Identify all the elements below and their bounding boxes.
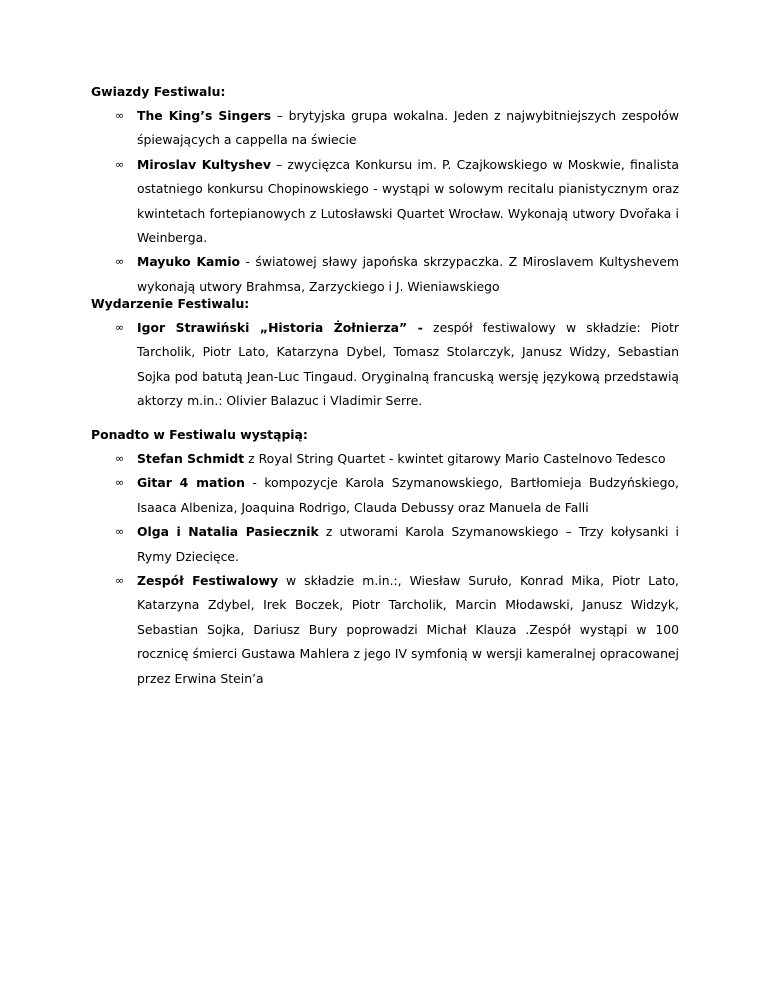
bullet-icon: ∞ <box>115 321 125 334</box>
bullet-icon: ∞ <box>115 525 125 539</box>
bullet-list <box>91 447 679 691</box>
bullet-list <box>91 316 679 414</box>
artist-name: Zespół Festiwalowy <box>137 573 279 589</box>
artist-name: The King’s Singers <box>137 108 272 123</box>
bullet-icon: ∞ <box>115 574 125 588</box>
item-description: – brytyjska grupa wokalna. Jeden z najwybitniejszych zespołów śpiewających a cappella na świecie <box>137 108 679 148</box>
bullet-list <box>91 104 679 299</box>
section-ponadto <box>91 423 679 691</box>
item-description: zespół festiwalowy w składzie: Piotr Tarcholik, Piotr Lato, Katarzyna Dybel, Tomasz Stolarczyk, Janusz Widzy, Sebastian Sojka pod batutą Jean-Luc Tingaud. Oryginalną francuską wersję językową przedstawią aktorzy m.in.: Olivier Balazuc i Vladimir Serre. <box>137 320 679 409</box>
event-title: Igor Strawiński „Historia Żołnierza” - <box>137 320 423 335</box>
section-gwiazdy <box>91 80 679 299</box>
item-description: z utworami Karola Szymanowskiego – Trzy kołysanki i Rymy Dziecięce. <box>137 524 680 564</box>
section-heading: Wydarzenie Festiwalu: <box>91 296 250 311</box>
list-item <box>91 447 679 471</box>
item-description: z Royal String Quartet - kwintet gitarowy Mario Castelnovo Tedesco <box>244 451 666 466</box>
artist-name: Olga i Natalia Pasiecznik <box>137 524 319 540</box>
item-description: – zwycięzca Konkursu im. P. Czajkowskiego w Moskwie, finalista ostatniego konkursu Chopinowskiego - wystąpi w solowym recitalu pianistycznym oraz kwintetach fortepianowych z Lutosławski Quartet Wrocław. Wykonają utwory Dvořaka i Weinberga. <box>137 156 679 246</box>
bullet-icon: ∞ <box>115 157 125 171</box>
bullet-icon: ∞ <box>115 452 125 465</box>
list-item <box>91 520 679 569</box>
artist-name: Stefan Schmidt <box>137 451 245 466</box>
list-item <box>91 471 679 520</box>
list-item <box>91 153 679 251</box>
section-heading: Ponadto w Festiwalu wystąpią: <box>91 427 308 442</box>
item-description: w składzie m.in.:, Wiesław Suruło, Konrad Mika, Piotr Lato, Katarzyna Zdybel, Irek Boczek, Piotr Tarcholik, Marcin Młodawski, Janusz Widzyk, Sebastian Sojka, Dariusz Bury poprowadzi Michał Klauza .Zespół wystąpi w 100 rocznicę śmierci Gustawa Mahlera z jego IV symfonią w wersji kameralnej opracowanej przez Erwina Stein’a <box>137 573 679 686</box>
bullet-icon: ∞ <box>115 476 125 490</box>
list-item <box>91 104 679 153</box>
bullet-icon: ∞ <box>115 255 125 269</box>
section-wydarzenie <box>91 292 679 414</box>
section-heading: Gwiazdy Festiwalu: <box>91 84 226 99</box>
list-item <box>91 569 679 691</box>
bullet-icon: ∞ <box>115 109 125 122</box>
artist-name: Gitar 4 mation <box>137 475 245 491</box>
item-description: - kompozycje Karola Szymanowskiego, Bartłomieja Budzyńskiego, Isaaca Albeniza, Joaquina Rodrigo, Clauda Debussy oraz Manuela de Falli <box>137 475 679 515</box>
artist-name: Miroslav Kultyshev <box>137 156 271 172</box>
artist-name: Mayuko Kamio <box>137 254 241 270</box>
item-description: - światowej sławy japońska skrzypaczka. Z Miroslavem Kultyshevem wykonają utwory Brahmsa, Zarzyckiego i J. Wieniawskiego <box>137 254 680 294</box>
list-item <box>91 316 679 414</box>
